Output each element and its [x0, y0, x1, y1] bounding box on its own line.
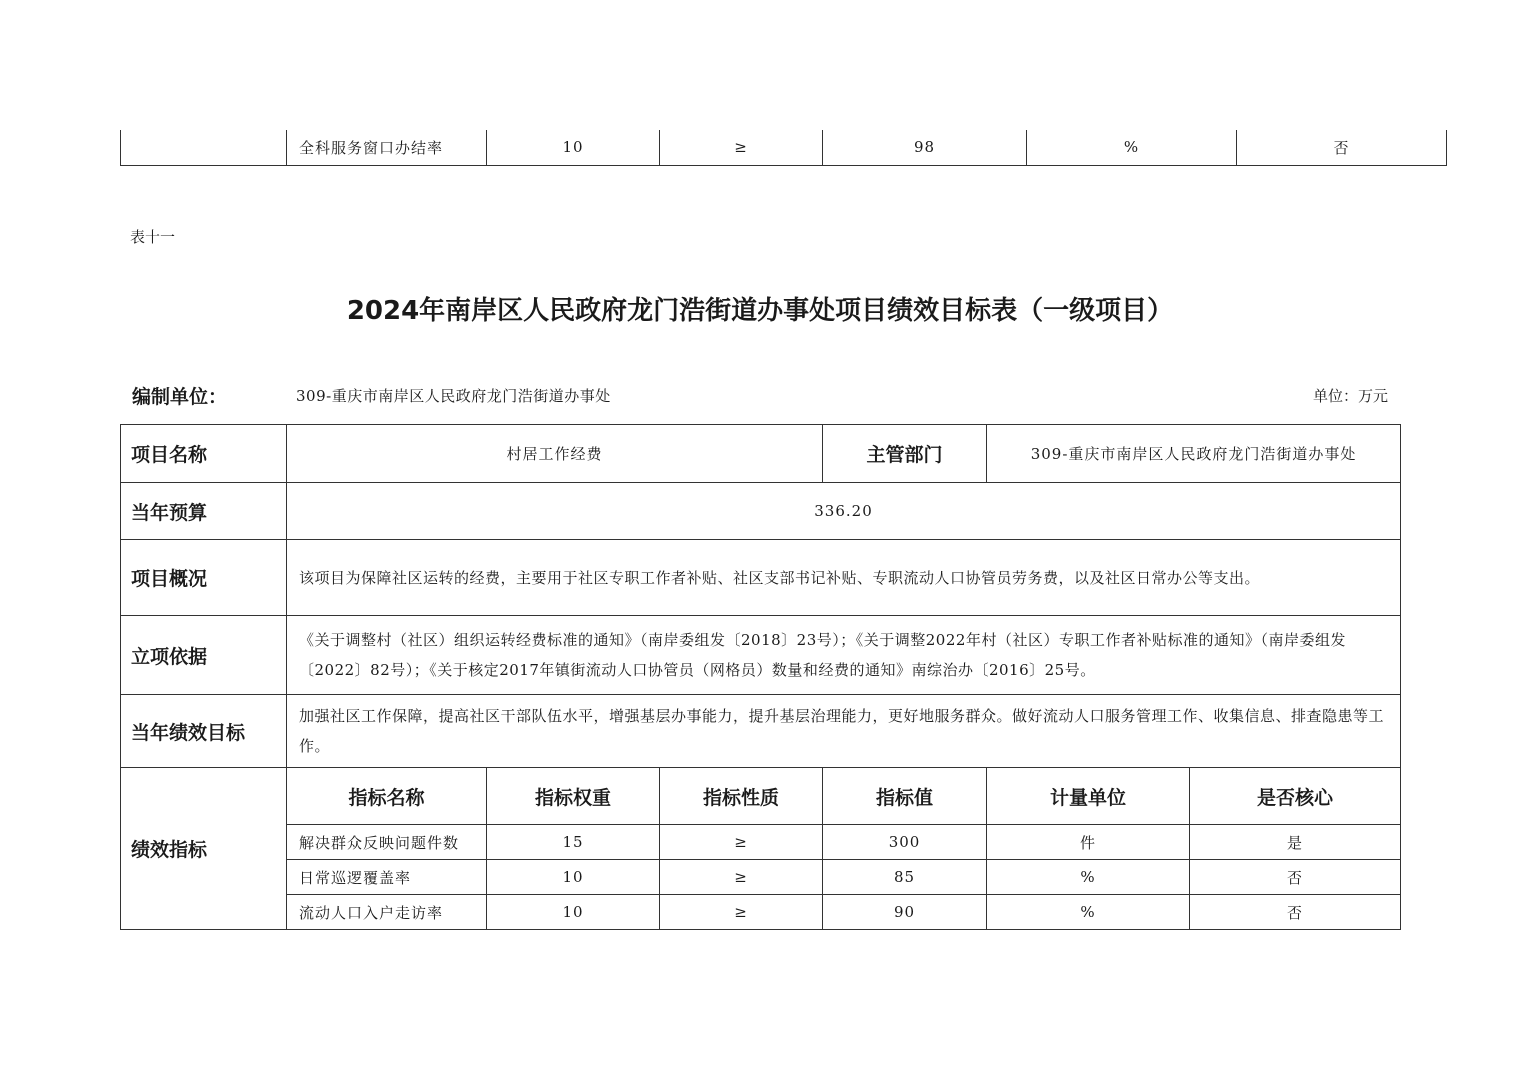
- header-indicator-name: 指标名称: [287, 768, 487, 825]
- header-indicator-weight: 指标权重: [487, 768, 660, 825]
- indicators-label: 绩效指标: [121, 768, 287, 930]
- indicator-nature: ≥: [660, 825, 823, 860]
- indicator-name: 解决群众反映问题件数: [287, 825, 487, 860]
- dept-label: 主管部门: [823, 425, 987, 483]
- basis-value: 《关于调整村（社区）组织运转经费标准的通知》（南岸委组发〔2018〕23号）；《关于调整2022年村（社区）专职工作者补贴标准的通知》（南岸委组发〔2022〕82号）；《关于核定2017年镇街流动人口协管员（网格员）数量和经费的通知》南综治办〔2016〕25号。: [287, 616, 1401, 695]
- table-row: [121, 130, 1447, 165]
- goal-label: 当年绩效目标: [121, 695, 287, 768]
- indicator-value: 300: [823, 825, 987, 860]
- table-row: [121, 616, 1401, 695]
- indicator-weight: 15: [487, 825, 660, 860]
- indicator-core: 否: [1237, 130, 1447, 165]
- header-core: 是否核心: [1190, 768, 1401, 825]
- indicator-value: 98: [823, 130, 1027, 165]
- indicator-name: 日常巡逻覆盖率: [287, 860, 487, 895]
- table-row: [121, 768, 1401, 825]
- indicator-unit: %: [987, 895, 1190, 930]
- page-title: 2024年南岸区人民政府龙门浩街道办事处项目绩效目标表（一级项目）: [346, 296, 1174, 326]
- table-number: 表十一: [130, 228, 176, 246]
- table-row: [121, 895, 1401, 930]
- indicator-unit: %: [987, 860, 1190, 895]
- table-row: [121, 483, 1401, 540]
- indicator-unit: 件: [987, 825, 1190, 860]
- indicator-nature: ≥: [660, 895, 823, 930]
- header-unit: 计量单位: [987, 768, 1190, 825]
- table-row: [121, 860, 1401, 895]
- basis-label: 立项依据: [121, 616, 287, 695]
- previous-table-tail: [120, 130, 1447, 166]
- indicator-weight: 10: [487, 130, 660, 165]
- table-row: [121, 825, 1401, 860]
- project-name-label: 项目名称: [121, 425, 287, 483]
- indicator-core: 否: [1190, 895, 1401, 930]
- indicator-unit: %: [1027, 130, 1237, 165]
- indicator-nature: ≥: [660, 860, 823, 895]
- overview-label: 项目概况: [121, 540, 287, 616]
- indicator-core: 是: [1190, 825, 1401, 860]
- overview-value: 该项目为保障社区运转的经费，主要用于社区专职工作者补贴、社区支部书记补贴、专职流动人口协管员劳务费，以及社区日常办公等支出。: [287, 540, 1401, 616]
- header-indicator-value: 指标值: [823, 768, 987, 825]
- org-value: 309-重庆市南岸区人民政府龙门浩街道办事处: [296, 387, 611, 405]
- budget-label: 当年预算: [121, 483, 287, 540]
- project-name-value: 村居工作经费: [287, 425, 823, 483]
- indicator-weight: 10: [487, 860, 660, 895]
- indicator-name: 流动人口入户走访率: [287, 895, 487, 930]
- table-row: [121, 695, 1401, 768]
- unit-label: 单位：万元: [1312, 387, 1388, 405]
- indicator-nature: ≥: [660, 130, 823, 165]
- budget-value: 336.20: [287, 483, 1401, 540]
- indicator-value: 85: [823, 860, 987, 895]
- indicator-weight: 10: [487, 895, 660, 930]
- indicator-name: 全科服务窗口办结率: [287, 130, 487, 165]
- table-row: [121, 425, 1401, 483]
- header-indicator-nature: 指标性质: [660, 768, 823, 825]
- goal-value: 加强社区工作保障，提高社区干部队伍水平，增强基层办事能力，提升基层治理能力，更好地服务群众。做好流动人口服务管理工作、收集信息、排查隐患等工作。: [287, 695, 1401, 768]
- performance-table: [120, 424, 1401, 930]
- indicator-core: 否: [1190, 860, 1401, 895]
- indicator-label-cell: [121, 130, 287, 165]
- dept-value: 309-重庆市南岸区人民政府龙门浩街道办事处: [987, 425, 1401, 483]
- table-row: [121, 540, 1401, 616]
- indicator-value: 90: [823, 895, 987, 930]
- org-label: 编制单位：: [132, 386, 228, 408]
